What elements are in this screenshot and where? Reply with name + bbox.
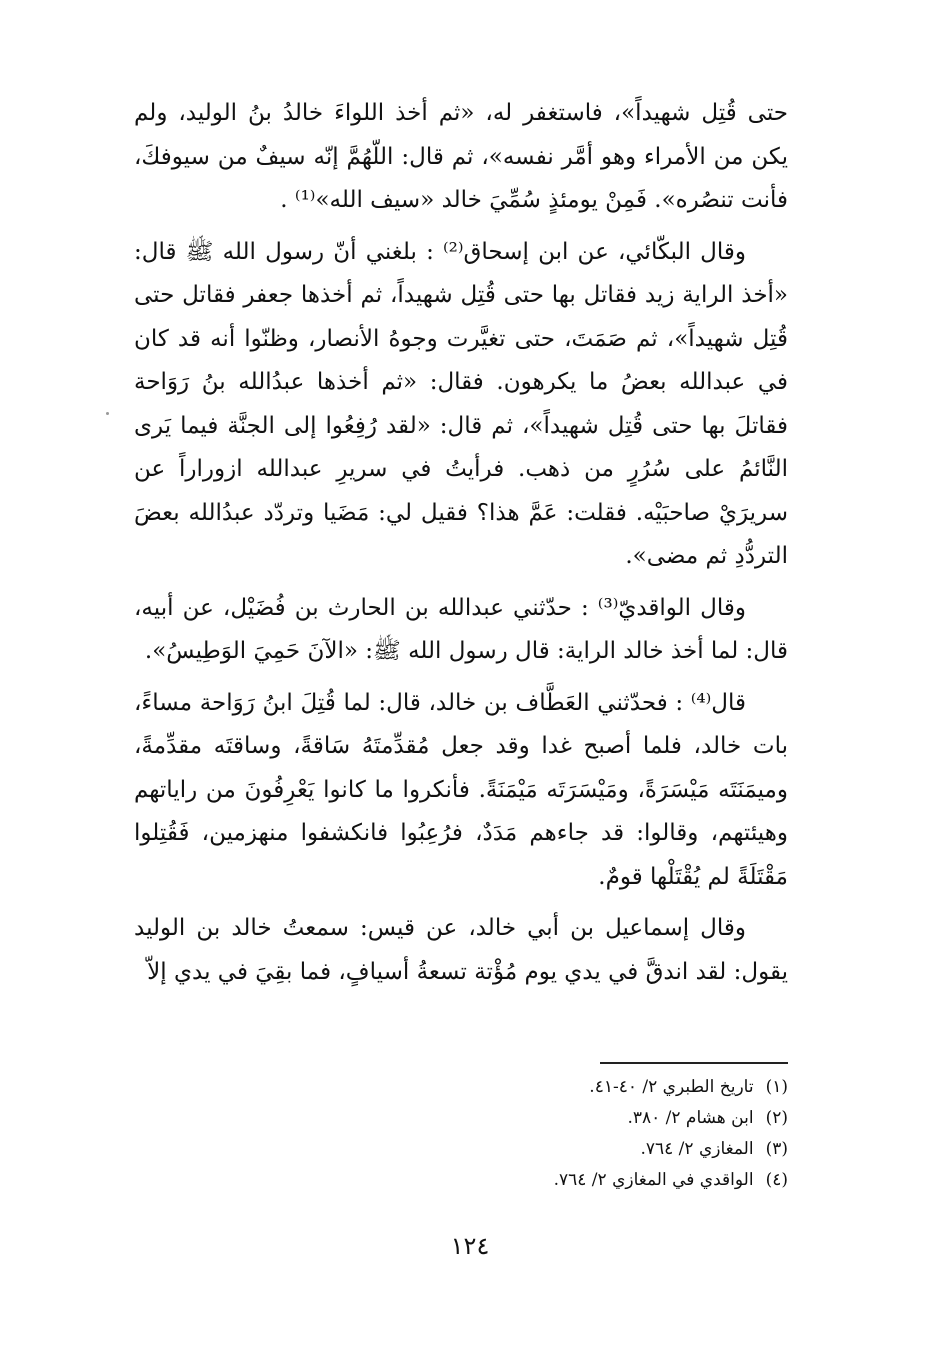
footnote-number: (٢) [765, 1108, 788, 1128]
footnote-item [380, 1072, 788, 1103]
footnote-separator [600, 1062, 788, 1064]
footnote-item [380, 1103, 788, 1134]
footnote-item [380, 1165, 788, 1196]
footnote-text: الواقدي في المغازي ٢/ ٧٦٤. [553, 1170, 754, 1190]
footnote-number: (٣) [765, 1139, 788, 1159]
paragraph-5: وقال إسماعيل بن أبي خالد، عن قيس: سمعتُ خالد بن الوليد يقول: لقد اندقَّ في يدي يوم مُؤْتة تسعةُ أسيافٍ، فما بقِيَ في يدي إلاّ [134, 915, 788, 985]
footnote-text: تاريخ الطبري ٢/ ٤٠-٤١. [589, 1077, 754, 1097]
footnote-item [380, 1134, 788, 1165]
footnote-number: (٤) [765, 1170, 788, 1190]
paragraph-3: وقال الواقديّ⁽³⁾ : حدّثني عبدالله بن الحارث بن فُضَيْل، عن أبيه، قال: لما أخذ خالد الراية: قال رسول الله ﷺ: «الآنَ حَمِيَ الوَطِيسُ». [134, 594, 788, 664]
body-text [134, 92, 788, 1002]
footnote-text: المغازي ٢/ ٧٦٤. [640, 1139, 754, 1159]
paragraph-1: حتى قُتِل شهيداً»، فاستغفر له، «ثم أخذ اللواءَ خالدُ بنُ الوليد، ولم يكن من الأمراء وهو أمَّر نفسه»، ثم قال: اللّهُمَّ إنّه سيفٌ من سيوفكَ، فأنت تنصُره». فَمِنْ يومئذٍ سُمِّيَ خالد «سيف الله»⁽¹⁾ . [134, 100, 788, 213]
page-number: ١٢٤ [450, 1232, 490, 1260]
footnote-text: ابن هشام ٢/ ٣٨٠. [627, 1108, 754, 1128]
footnote-number: (١) [765, 1077, 788, 1097]
paragraph-2: وقال البكّائي، عن ابن إسحاق⁽²⁾ : بلغني أنّ رسول الله ﷺ قال: «أخذ الراية زيد فقاتل بها حتى قُتِل شهيداً، ثم أخذها جعفر فقاتل حتى قُتِل شهيداً»، ثم صَمَتَ، حتى تغيَّرت وجوهُ الأنصار، وظنّوا أنه قد كان في عبدالله بعضُ ما يكرهون. فقال: «ثم أخذها عبدُالله بنُ رَوَاحة فقاتلَ بها حتى قُتِل شهيداً»، ثم قال: «لقد رُفِعُوا إلى الجنَّة فيما يَرى النَّائمُ على سُرُرٍ من ذهب. فرأيتُ في سريرِ عبدالله ازوراراً عن سريرَيْ صاحبَيْه. فقلت: عَمَّ هذا؟ فقيل لي: مَضَيا وتردّد عبدُالله بعضَ التردُّدِ ثم مضى». [134, 238, 788, 569]
paragraph-4: قال⁽⁴⁾ : فحدّثني العَطَّاف بن خالد، قال: لما قُتِلَ ابنُ رَوَاحة مساءً، بات خالد، فلما أصبح غدا وقد جعل مُقدِّمتَهُ سَاقةً، وساقتَه مقدِّمةً، وميمَنَتَه مَيْسَرَةً، ومَيْسَرَتَه مَيْمَنَةً. فأنكروا ما كانوا يَعْرِفُونَ من راياتهم وهيئتهم، وقالوا: قد جاءهم مَدَدٌ، فرُعِبُوا فانكشفوا منهزمين، فَقُتِلوا مَقْتَلَةً لم يُقْتَلْها قومٌ. [134, 689, 788, 890]
margin-mark [106, 412, 109, 415]
footnotes [380, 1072, 788, 1196]
